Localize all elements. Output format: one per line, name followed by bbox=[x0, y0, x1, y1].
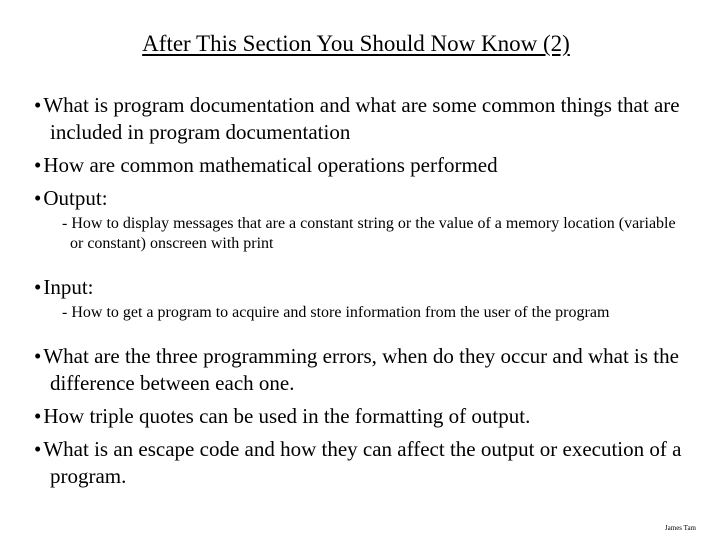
bullet-marker: • bbox=[34, 186, 42, 210]
bullet-item bbox=[34, 92, 684, 146]
sub-bullet-item bbox=[62, 214, 684, 254]
bullet-item bbox=[34, 403, 684, 430]
bullet-text: What are the three programming errors, when do they occur and what is the difference between each one. bbox=[43, 344, 679, 395]
bullet-text: Input: bbox=[43, 275, 94, 299]
bullet-marker: • bbox=[34, 153, 42, 177]
bullet-item bbox=[34, 185, 684, 212]
bullet-item bbox=[34, 436, 684, 490]
bullet-item bbox=[34, 343, 684, 397]
bullet-item bbox=[34, 274, 684, 301]
bullet-marker: • bbox=[34, 404, 42, 428]
bullet-text: How triple quotes can be used in the formatting of output. bbox=[43, 404, 531, 428]
sub-bullet-item bbox=[62, 303, 684, 323]
footer-author: James Tam bbox=[664, 524, 696, 532]
sub-bullet-text: How to display messages that are a constant string or the value of a memory location (variable or constant) onscreen with print bbox=[70, 215, 676, 252]
bullet-text: Output: bbox=[43, 186, 108, 210]
bullet-text: How are common mathematical operations performed bbox=[43, 153, 498, 177]
bullet-marker: • bbox=[34, 93, 42, 117]
slide-title: After This Section You Should Now Know (2) bbox=[142, 31, 570, 56]
bullet-text: What is program documentation and what are some common things that are included in program documentation bbox=[43, 93, 680, 144]
bullet-item bbox=[34, 152, 684, 179]
bullet-marker: • bbox=[34, 275, 42, 299]
bullet-text: What is an escape code and how they can affect the output or execution of a program. bbox=[43, 437, 682, 488]
sub-bullet-marker: - bbox=[62, 215, 68, 232]
bullet-marker: • bbox=[34, 437, 42, 461]
bullet-marker: • bbox=[34, 344, 42, 368]
bullet-list bbox=[34, 92, 684, 496]
sub-bullet-marker: - bbox=[62, 304, 68, 321]
sub-bullet-text: How to get a program to acquire and store information from the user of the program bbox=[71, 304, 610, 321]
